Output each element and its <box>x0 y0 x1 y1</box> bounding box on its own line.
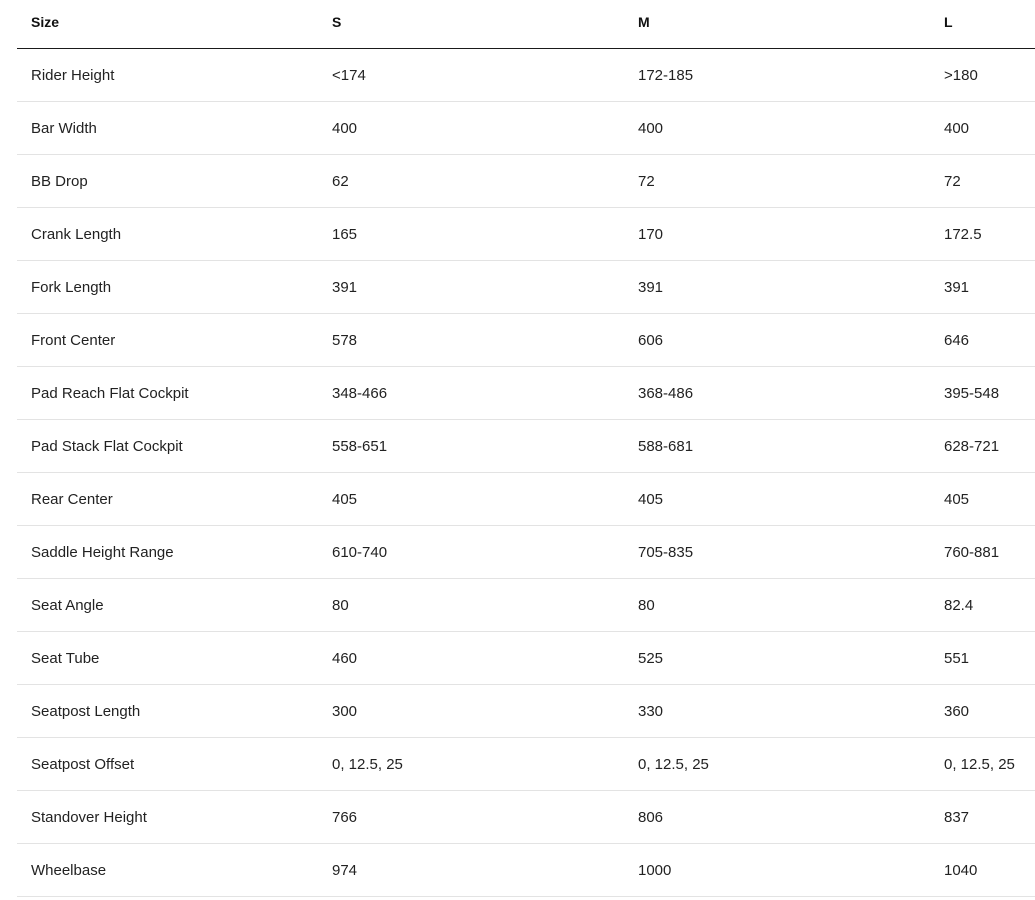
table-row <box>17 49 1035 102</box>
table-row <box>17 632 1035 685</box>
cell-m: 606 <box>624 314 930 367</box>
cell-s: 391 <box>318 261 624 314</box>
table-row <box>17 420 1035 473</box>
table-row <box>17 791 1035 844</box>
header-s: S <box>318 0 624 49</box>
table-body <box>17 49 1035 897</box>
cell-l: 391 <box>930 261 1035 314</box>
table-row <box>17 208 1035 261</box>
cell-m: 0, 12.5, 25 <box>624 738 930 791</box>
cell-l: 1040 <box>930 844 1035 897</box>
cell-l: 837 <box>930 791 1035 844</box>
cell-m: 172-185 <box>624 49 930 102</box>
cell-s: 0, 12.5, 25 <box>318 738 624 791</box>
row-label: Seatpost Length <box>17 685 318 738</box>
cell-m: 588-681 <box>624 420 930 473</box>
table-row <box>17 738 1035 791</box>
cell-l: 646 <box>930 314 1035 367</box>
cell-s: 766 <box>318 791 624 844</box>
row-label: Seat Tube <box>17 632 318 685</box>
row-label: Seatpost Offset <box>17 738 318 791</box>
table-row <box>17 526 1035 579</box>
cell-s: <174 <box>318 49 624 102</box>
cell-s: 974 <box>318 844 624 897</box>
cell-m: 705-835 <box>624 526 930 579</box>
table-row <box>17 367 1035 420</box>
table-row <box>17 102 1035 155</box>
cell-s: 165 <box>318 208 624 261</box>
table-row <box>17 314 1035 367</box>
cell-s: 610-740 <box>318 526 624 579</box>
cell-l: 82.4 <box>930 579 1035 632</box>
header-size: Size <box>17 0 318 49</box>
row-label: Rear Center <box>17 473 318 526</box>
table-header <box>17 0 1035 49</box>
cell-l: 360 <box>930 685 1035 738</box>
cell-m: 80 <box>624 579 930 632</box>
geometry-table <box>17 0 1035 897</box>
table-row <box>17 579 1035 632</box>
cell-m: 368-486 <box>624 367 930 420</box>
cell-l: 551 <box>930 632 1035 685</box>
cell-m: 391 <box>624 261 930 314</box>
cell-m: 170 <box>624 208 930 261</box>
row-label: Front Center <box>17 314 318 367</box>
table-row <box>17 473 1035 526</box>
header-m: M <box>624 0 930 49</box>
header-l: L <box>930 0 1035 49</box>
cell-l: 760-881 <box>930 526 1035 579</box>
row-label: BB Drop <box>17 155 318 208</box>
cell-l: >180 <box>930 49 1035 102</box>
row-label: Pad Stack Flat Cockpit <box>17 420 318 473</box>
row-label: Crank Length <box>17 208 318 261</box>
cell-m: 1000 <box>624 844 930 897</box>
table-row <box>17 685 1035 738</box>
cell-m: 400 <box>624 102 930 155</box>
cell-m: 72 <box>624 155 930 208</box>
cell-l: 405 <box>930 473 1035 526</box>
cell-l: 400 <box>930 102 1035 155</box>
cell-m: 525 <box>624 632 930 685</box>
cell-s: 80 <box>318 579 624 632</box>
cell-s: 300 <box>318 685 624 738</box>
row-label: Saddle Height Range <box>17 526 318 579</box>
row-label: Rider Height <box>17 49 318 102</box>
row-label: Bar Width <box>17 102 318 155</box>
cell-l: 0, 12.5, 25 <box>930 738 1035 791</box>
cell-s: 348-466 <box>318 367 624 420</box>
cell-l: 628-721 <box>930 420 1035 473</box>
table-row <box>17 155 1035 208</box>
row-label: Pad Reach Flat Cockpit <box>17 367 318 420</box>
cell-s: 578 <box>318 314 624 367</box>
cell-s: 558-651 <box>318 420 624 473</box>
row-label: Fork Length <box>17 261 318 314</box>
table-row <box>17 844 1035 897</box>
cell-l: 172.5 <box>930 208 1035 261</box>
cell-l: 395-548 <box>930 367 1035 420</box>
cell-m: 330 <box>624 685 930 738</box>
cell-s: 62 <box>318 155 624 208</box>
cell-s: 460 <box>318 632 624 685</box>
cell-m: 405 <box>624 473 930 526</box>
cell-m: 806 <box>624 791 930 844</box>
cell-s: 405 <box>318 473 624 526</box>
row-label: Wheelbase <box>17 844 318 897</box>
header-row <box>17 0 1035 49</box>
row-label: Seat Angle <box>17 579 318 632</box>
cell-l: 72 <box>930 155 1035 208</box>
table-row <box>17 261 1035 314</box>
cell-s: 400 <box>318 102 624 155</box>
row-label: Standover Height <box>17 791 318 844</box>
